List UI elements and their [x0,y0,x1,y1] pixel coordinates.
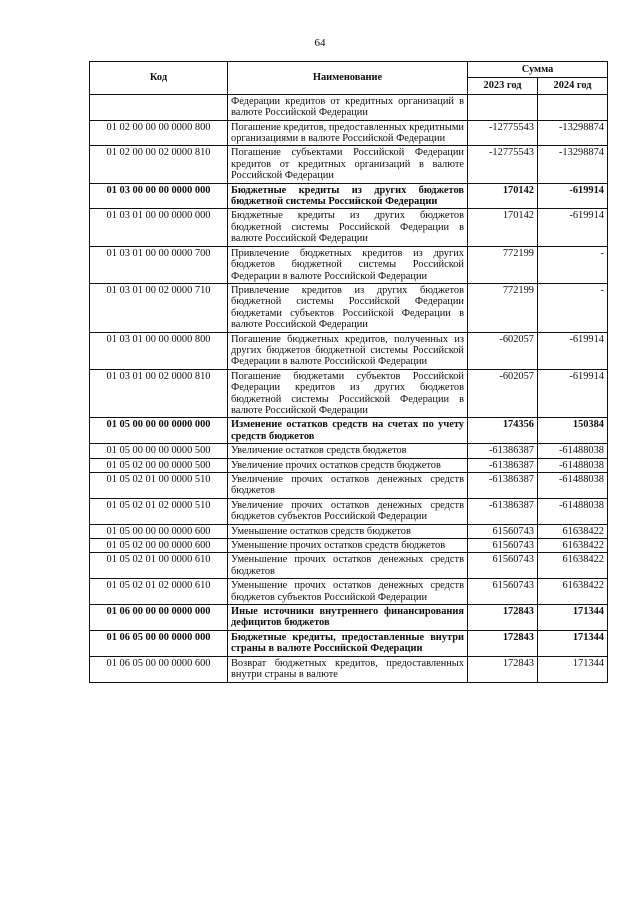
row-name: Погашение кредитов, предоставленных кредитными организациями в валюте Российской Федерации [228,120,468,146]
table-row [90,183,608,209]
row-code: 01 03 01 00 00 0000 700 [90,246,228,283]
row-code: 01 05 02 01 00 0000 610 [90,553,228,579]
header-year-2023: 2023 год [468,78,538,94]
row-value-2023: 170142 [468,183,538,209]
row-value-2024: 61638422 [538,539,608,553]
row-code: 01 05 00 00 00 0000 000 [90,418,228,444]
row-name: Бюджетные кредиты из других бюджетов бюджетной системы Российской Федерации [228,183,468,209]
row-code: 01 05 00 00 00 0000 600 [90,524,228,538]
row-code: 01 06 05 00 00 0000 000 [90,630,228,656]
row-code: 01 05 02 00 00 0000 600 [90,539,228,553]
row-code: 01 02 00 00 00 0000 800 [90,120,228,146]
row-value-2023: -61386387 [468,444,538,458]
table-row [90,332,608,369]
row-name: Уменьшение прочих остатков средств бюджетов [228,539,468,553]
table-row [90,209,608,246]
table-row [90,146,608,183]
row-value-2023: 772199 [468,283,538,332]
row-name: Федерации кредитов от кредитных организаций в валюте Российской Федерации [228,94,468,120]
row-value-2024: - [538,283,608,332]
row-value-2024: -61488038 [538,473,608,499]
row-value-2023: -12775543 [468,146,538,183]
row-code: 01 03 01 00 00 0000 800 [90,332,228,369]
budget-sources-table [89,61,608,683]
row-value-2023: 61560743 [468,539,538,553]
row-name: Увеличение прочих остатков денежных средств бюджетов [228,473,468,499]
table-row [90,605,608,631]
row-name: Увеличение прочих остатков денежных средств бюджетов субъектов Российской Федерации [228,498,468,524]
row-name: Иные источники внутреннего финансирования дефицитов бюджетов [228,605,468,631]
page-number: 64 [314,37,326,49]
table-row [90,444,608,458]
table-row [90,94,608,120]
table-row [90,369,608,418]
table-row [90,120,608,146]
row-value-2023: 172843 [468,630,538,656]
table-body [90,94,608,682]
row-name: Бюджетные кредиты из других бюджетов бюджетной системы Российской Федерации в валюте Российской Федерации [228,209,468,246]
row-value-2023: -602057 [468,369,538,418]
row-value-2024: -61488038 [538,498,608,524]
row-name: Привлечение кредитов из других бюджетов бюджетной системы Российской Федерации бюджетами субъектов Российской Федерации в валюте Российской Федерации [228,283,468,332]
row-value-2024: -61488038 [538,458,608,472]
row-value-2024: -13298874 [538,146,608,183]
table-row [90,539,608,553]
row-value-2023: 170142 [468,209,538,246]
header-row [90,62,608,78]
row-value-2024: 171344 [538,630,608,656]
row-value-2024: -619914 [538,369,608,418]
row-value-2024 [538,94,608,120]
row-value-2024: 61638422 [538,579,608,605]
table-row [90,458,608,472]
row-name: Погашение бюджетами субъектов Российской Федерации кредитов из других бюджетов бюджетной системы Российской Федерации в валюте Российской Федерации [228,369,468,418]
header-name: Наименование [228,62,468,95]
row-code: 01 03 01 00 00 0000 000 [90,209,228,246]
table-row [90,656,608,682]
table-row [90,473,608,499]
table-row [90,283,608,332]
row-value-2023: -61386387 [468,498,538,524]
row-code: 01 06 00 00 00 0000 000 [90,605,228,631]
row-code [90,94,228,120]
row-name: Возврат бюджетных кредитов, предоставленных внутри страны в валюте [228,656,468,682]
row-name: Погашение бюджетных кредитов, полученных из других бюджетов бюджетной системы Российской Федерации в валюте Российской Федерации [228,332,468,369]
table-row [90,524,608,538]
row-name: Уменьшение прочих остатков денежных средств бюджетов субъектов Российской Федерации [228,579,468,605]
row-value-2023: -61386387 [468,473,538,499]
row-value-2024: -619914 [538,332,608,369]
row-value-2023: -12775543 [468,120,538,146]
row-name: Увеличение прочих остатков средств бюджетов [228,458,468,472]
row-name: Бюджетные кредиты, предоставленные внутри страны в валюте Российской Федерации [228,630,468,656]
table-row [90,246,608,283]
row-value-2024: -61488038 [538,444,608,458]
row-name: Уменьшение прочих остатков денежных средств бюджетов [228,553,468,579]
table-row [90,630,608,656]
row-code: 01 05 00 00 00 0000 500 [90,444,228,458]
row-code: 01 05 02 00 00 0000 500 [90,458,228,472]
row-value-2023: 61560743 [468,553,538,579]
table-row [90,498,608,524]
row-value-2024: 150384 [538,418,608,444]
row-value-2024: -13298874 [538,120,608,146]
row-code: 01 03 00 00 00 0000 000 [90,183,228,209]
table-row [90,553,608,579]
row-code: 01 06 05 00 00 0000 600 [90,656,228,682]
row-value-2023: 772199 [468,246,538,283]
row-code: 01 05 02 01 02 0000 510 [90,498,228,524]
row-value-2023: 172843 [468,656,538,682]
row-name: Погашение субъектами Российской Федерации кредитов от кредитных организаций в валюте Российской Федерации [228,146,468,183]
row-value-2023: 61560743 [468,579,538,605]
row-value-2024: - [538,246,608,283]
row-name: Изменение остатков средств на счетах по учету средств бюджетов [228,418,468,444]
table-row [90,579,608,605]
row-code: 01 05 02 01 02 0000 610 [90,579,228,605]
row-code: 01 03 01 00 02 0000 810 [90,369,228,418]
row-code: 01 02 00 00 02 0000 810 [90,146,228,183]
row-value-2024: 61638422 [538,524,608,538]
row-code: 01 03 01 00 02 0000 710 [90,283,228,332]
header-sum: Сумма [468,62,608,78]
row-name: Увеличение остатков средств бюджетов [228,444,468,458]
header-code: Код [90,62,228,95]
row-code: 01 05 02 01 00 0000 510 [90,473,228,499]
row-value-2024: 171344 [538,605,608,631]
row-value-2023: 174356 [468,418,538,444]
row-value-2024: -619914 [538,209,608,246]
row-name: Привлечение бюджетных кредитов из других бюджетов бюджетной системы Российской Федерации в валюте Российской Федерации [228,246,468,283]
row-value-2024: -619914 [538,183,608,209]
row-name: Уменьшение остатков средств бюджетов [228,524,468,538]
row-value-2023 [468,94,538,120]
header-year-2024: 2024 год [538,78,608,94]
row-value-2024: 171344 [538,656,608,682]
row-value-2023: 172843 [468,605,538,631]
row-value-2023: -61386387 [468,458,538,472]
row-value-2024: 61638422 [538,553,608,579]
table-row [90,418,608,444]
row-value-2023: 61560743 [468,524,538,538]
row-value-2023: -602057 [468,332,538,369]
